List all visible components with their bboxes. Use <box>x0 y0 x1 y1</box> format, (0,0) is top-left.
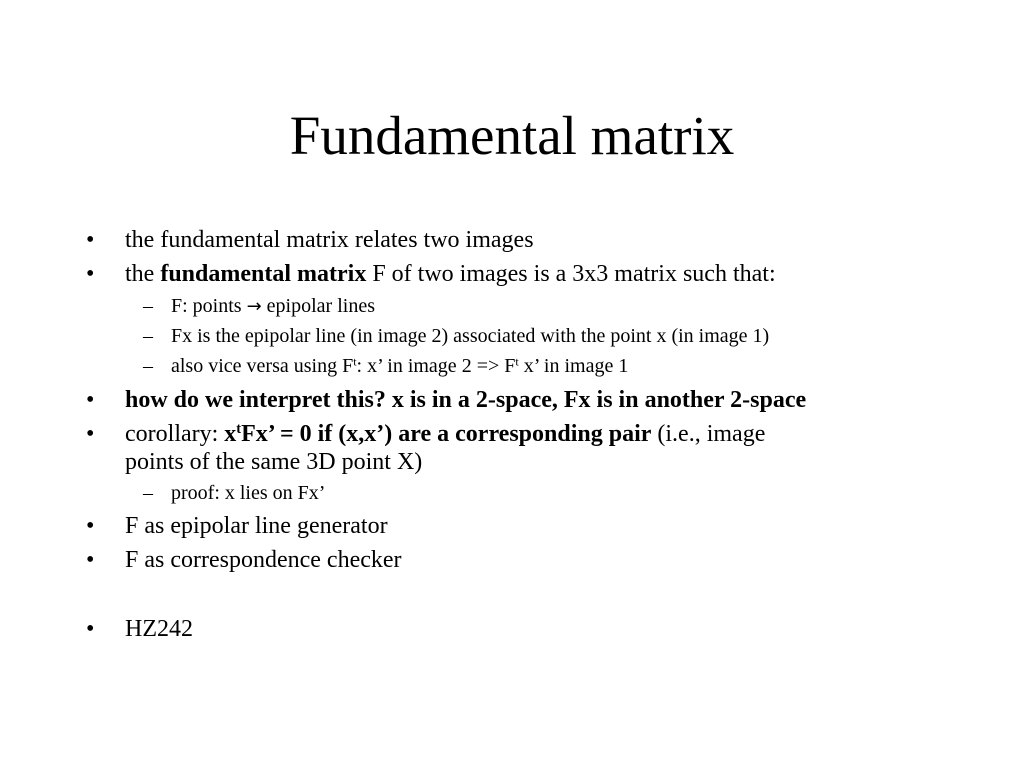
bullet-text: how do we interpret this? x is in a 2-space, Fx is in another 2-space <box>125 387 807 413</box>
bullet-text <box>125 420 765 448</box>
superscript: t <box>515 354 519 369</box>
bullet-marker: • <box>86 261 95 287</box>
superscript: t <box>353 354 357 369</box>
superscript: t <box>236 421 242 438</box>
sub-bullet-text <box>171 354 628 378</box>
text-run: x’ in image 1 <box>518 355 629 377</box>
text-run: also vice versa using F <box>171 355 354 377</box>
sub-bullet-marker: – <box>143 325 153 347</box>
bullet-marker: • <box>86 513 95 539</box>
sub-bullet-text: proof: x lies on Fx’ <box>171 482 326 504</box>
sub-bullet-text <box>171 294 375 319</box>
bullet-marker: • <box>86 421 95 447</box>
bullet-marker: • <box>86 616 95 642</box>
bullet-text: F as correspondence checker <box>125 547 402 573</box>
text-run: F of two images is a 3x3 matrix such that: <box>366 261 776 287</box>
sub-bullet-marker: – <box>143 295 153 317</box>
bold-term: Fx’ = 0 if (x,x’) are a corresponding pair <box>241 421 652 447</box>
slide-title: Fundamental matrix <box>289 105 735 166</box>
text-run: the <box>125 261 161 287</box>
arrow-right-icon: → <box>246 296 262 317</box>
text-run: corollary: <box>125 421 225 447</box>
bold-term: x <box>224 421 237 447</box>
bullet-text: the fundamental matrix relates two images <box>125 227 534 253</box>
bullet-text: HZ242 <box>125 616 193 642</box>
bullet-marker: • <box>86 547 95 573</box>
bullet-text: F as epipolar line generator <box>125 513 388 539</box>
text-run: : x’ in image 2 => F <box>356 355 516 377</box>
sub-bullet-marker: – <box>143 355 153 377</box>
bold-term: fundamental matrix <box>160 261 367 287</box>
sub-bullet-text: Fx is the epipolar line (in image 2) associated with the point x (in image 1) <box>171 325 770 347</box>
bullet-text: points of the same 3D point X) <box>125 449 423 475</box>
text-run: (i.e., image <box>651 421 766 447</box>
bullet-text <box>125 260 776 288</box>
bullet-marker: • <box>86 387 95 413</box>
text-run: F: points <box>171 295 247 317</box>
text-run: epipolar lines <box>261 295 375 317</box>
sub-bullet-marker: – <box>143 482 153 504</box>
bullet-marker: • <box>86 227 95 253</box>
